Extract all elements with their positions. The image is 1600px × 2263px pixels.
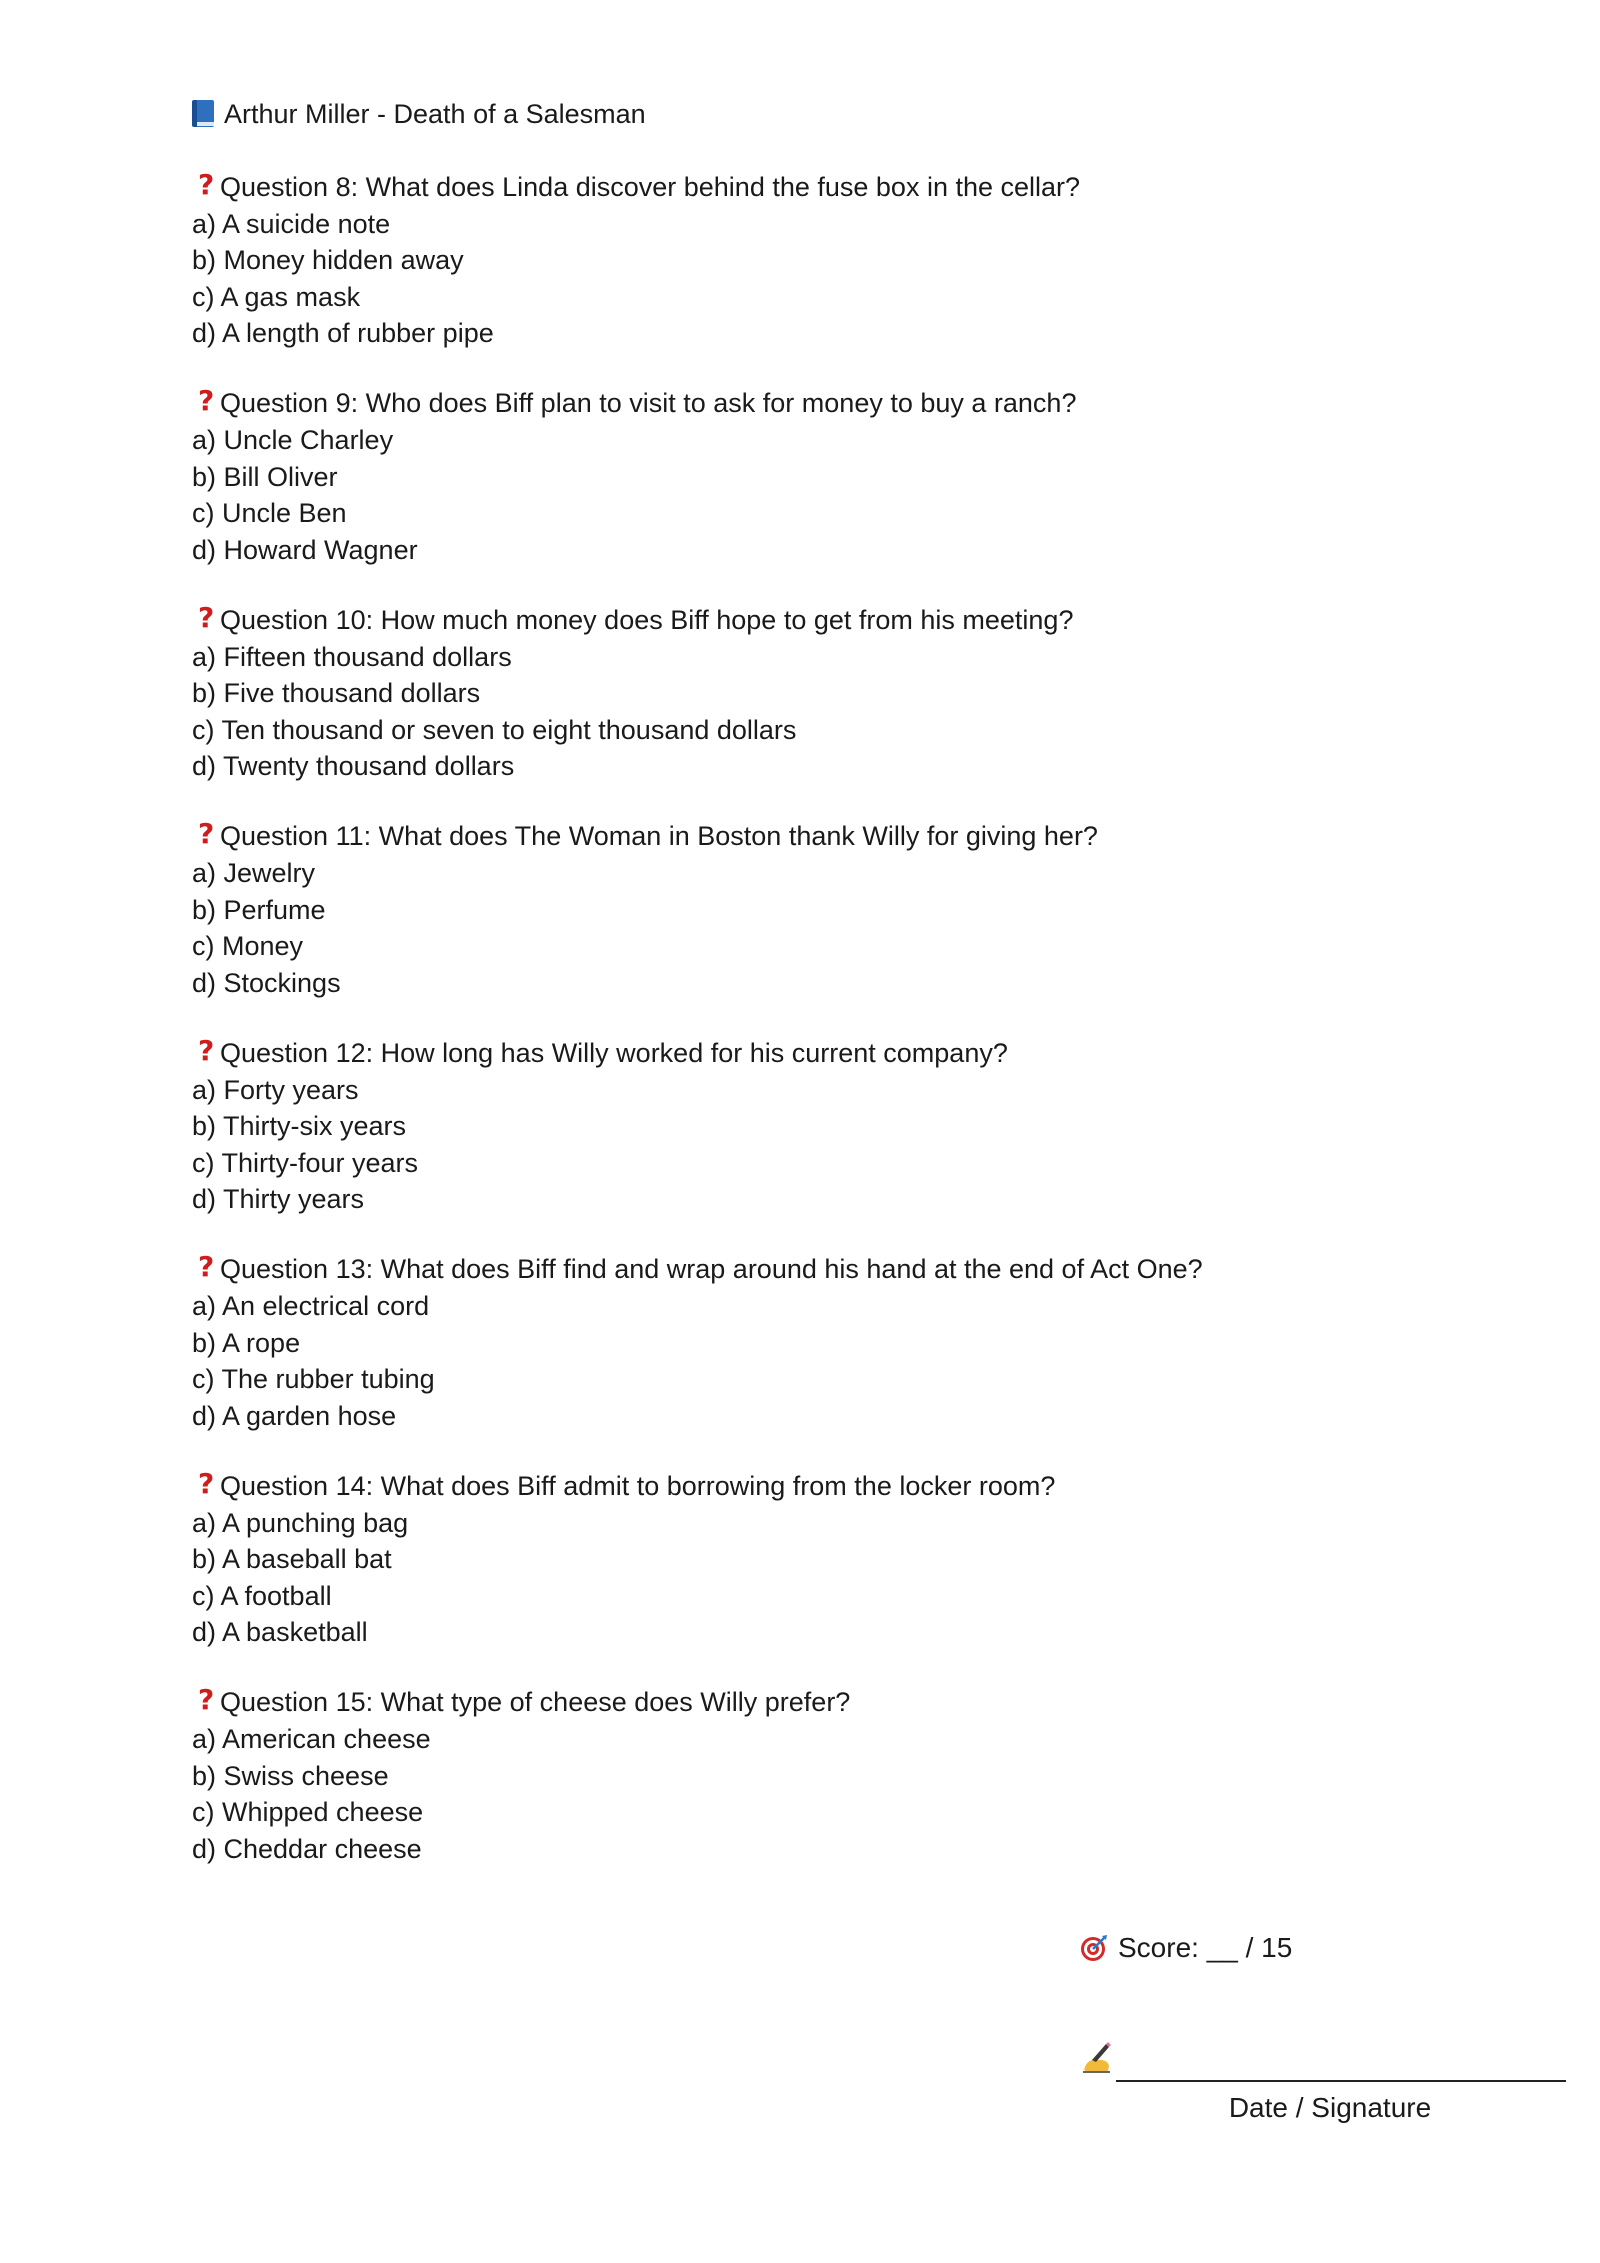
document-header xyxy=(192,94,646,134)
target-icon xyxy=(1080,1934,1108,1962)
red-question-mark-icon: ? xyxy=(198,1250,215,1284)
question-block xyxy=(192,602,1342,785)
red-question-mark-icon: ? xyxy=(198,384,215,418)
answer-option: d) Howard Wagner xyxy=(192,534,418,565)
answer-option: d) A length of rubber pipe xyxy=(192,318,494,348)
document-title: Arthur Miller - Death of a Salesman xyxy=(224,98,646,129)
answer-option: b) A rope xyxy=(192,1327,301,1358)
answer-option: c) Whipped cheese xyxy=(192,1797,424,1827)
answer-option: b) A baseball bat xyxy=(192,1544,392,1574)
answer-option: d) Thirty years xyxy=(192,1184,365,1214)
answer-option: b) Five thousand dollars xyxy=(192,678,481,708)
signature-line xyxy=(1116,2080,1566,2082)
score-label: Score: __ / 15 xyxy=(1118,1932,1293,1963)
red-question-mark-icon: ? xyxy=(198,600,215,634)
answer-option: d) A garden hose xyxy=(192,1400,397,1431)
red-question-mark-icon: ? xyxy=(198,1466,215,1500)
question-line xyxy=(192,1252,1342,1289)
answer-option: b) Thirty-six years xyxy=(192,1111,407,1141)
question-block xyxy=(192,1468,1342,1651)
answer-option: d) Cheddar cheese xyxy=(192,1833,422,1864)
question-text: Question 9: Who does Biff plan to visit to ask for money to buy a ranch? xyxy=(220,388,1077,419)
answer-option: b) Swiss cheese xyxy=(192,1760,389,1791)
answer-option: a) Fifteen thousand dollars xyxy=(192,641,512,672)
question-line xyxy=(192,1035,1342,1072)
writing-hand-icon xyxy=(1080,2040,1114,2074)
answer-option: c) The rubber tubing xyxy=(192,1364,435,1394)
answer-option: a) Forty years xyxy=(192,1074,359,1105)
question-block xyxy=(192,1035,1342,1218)
question-line xyxy=(192,1468,1342,1505)
blue-book-icon xyxy=(192,100,214,128)
answer-option: a) A punching bag xyxy=(192,1507,409,1538)
question-text: Question 15: What type of cheese does Willy prefer? xyxy=(220,1687,851,1718)
question-line xyxy=(192,819,1342,856)
question-text: Question 12: How long has Willy worked for his current company? xyxy=(220,1037,1008,1068)
question-block xyxy=(192,1685,1342,1868)
question-text: Question 10: How much money does Biff hope to get from his meeting? xyxy=(220,604,1074,635)
answer-option: c) A gas mask xyxy=(192,281,361,312)
question-line xyxy=(192,386,1342,423)
answer-option: a) A suicide note xyxy=(192,208,391,239)
answer-option: d) A basketball xyxy=(192,1617,368,1647)
answer-option: c) Thirty-four years xyxy=(192,1147,419,1178)
question-text: Question 11: What does The Woman in Boston thank Willy for giving her? xyxy=(220,821,1098,852)
answer-option: c) A football xyxy=(192,1580,332,1611)
question-line xyxy=(192,1685,1342,1722)
question-text: Question 14: What does Biff admit to borrowing from the locker room? xyxy=(220,1470,1056,1501)
answer-option: a) An electrical cord xyxy=(192,1291,430,1321)
answer-option: d) Twenty thousand dollars xyxy=(192,751,515,781)
answer-option: b) Perfume xyxy=(192,894,326,925)
answer-option: a) American cheese xyxy=(192,1724,431,1754)
answer-option: c) Ten thousand or seven to eight thousand dollars xyxy=(192,714,797,745)
question-line xyxy=(192,169,1342,206)
question-block xyxy=(192,169,1342,352)
answer-option: c) Uncle Ben xyxy=(192,498,347,528)
answer-option: c) Money xyxy=(192,931,304,961)
signature-label: Date / Signature xyxy=(1228,2092,1432,2123)
question-list xyxy=(192,169,1342,1901)
answer-option: b) Bill Oliver xyxy=(192,461,338,492)
question-text: Question 13: What does Biff find and wrap around his hand at the end of Act One? xyxy=(220,1254,1203,1285)
question-block xyxy=(192,1252,1342,1435)
red-question-mark-icon: ? xyxy=(198,817,215,851)
red-question-mark-icon: ? xyxy=(198,1033,215,1067)
question-line xyxy=(192,602,1342,639)
question-block xyxy=(192,819,1342,1002)
answer-option: b) Money hidden away xyxy=(192,245,464,275)
red-question-mark-icon: ? xyxy=(198,1683,215,1717)
answer-option: d) Stockings xyxy=(192,967,341,998)
question-text: Question 8: What does Linda discover behind the fuse box in the cellar? xyxy=(220,171,1081,202)
answer-option: a) Uncle Charley xyxy=(192,425,394,455)
red-question-mark-icon: ? xyxy=(198,167,215,201)
question-block xyxy=(192,386,1342,569)
score-line xyxy=(1080,1928,1292,1968)
answer-option: a) Jewelry xyxy=(192,858,316,888)
